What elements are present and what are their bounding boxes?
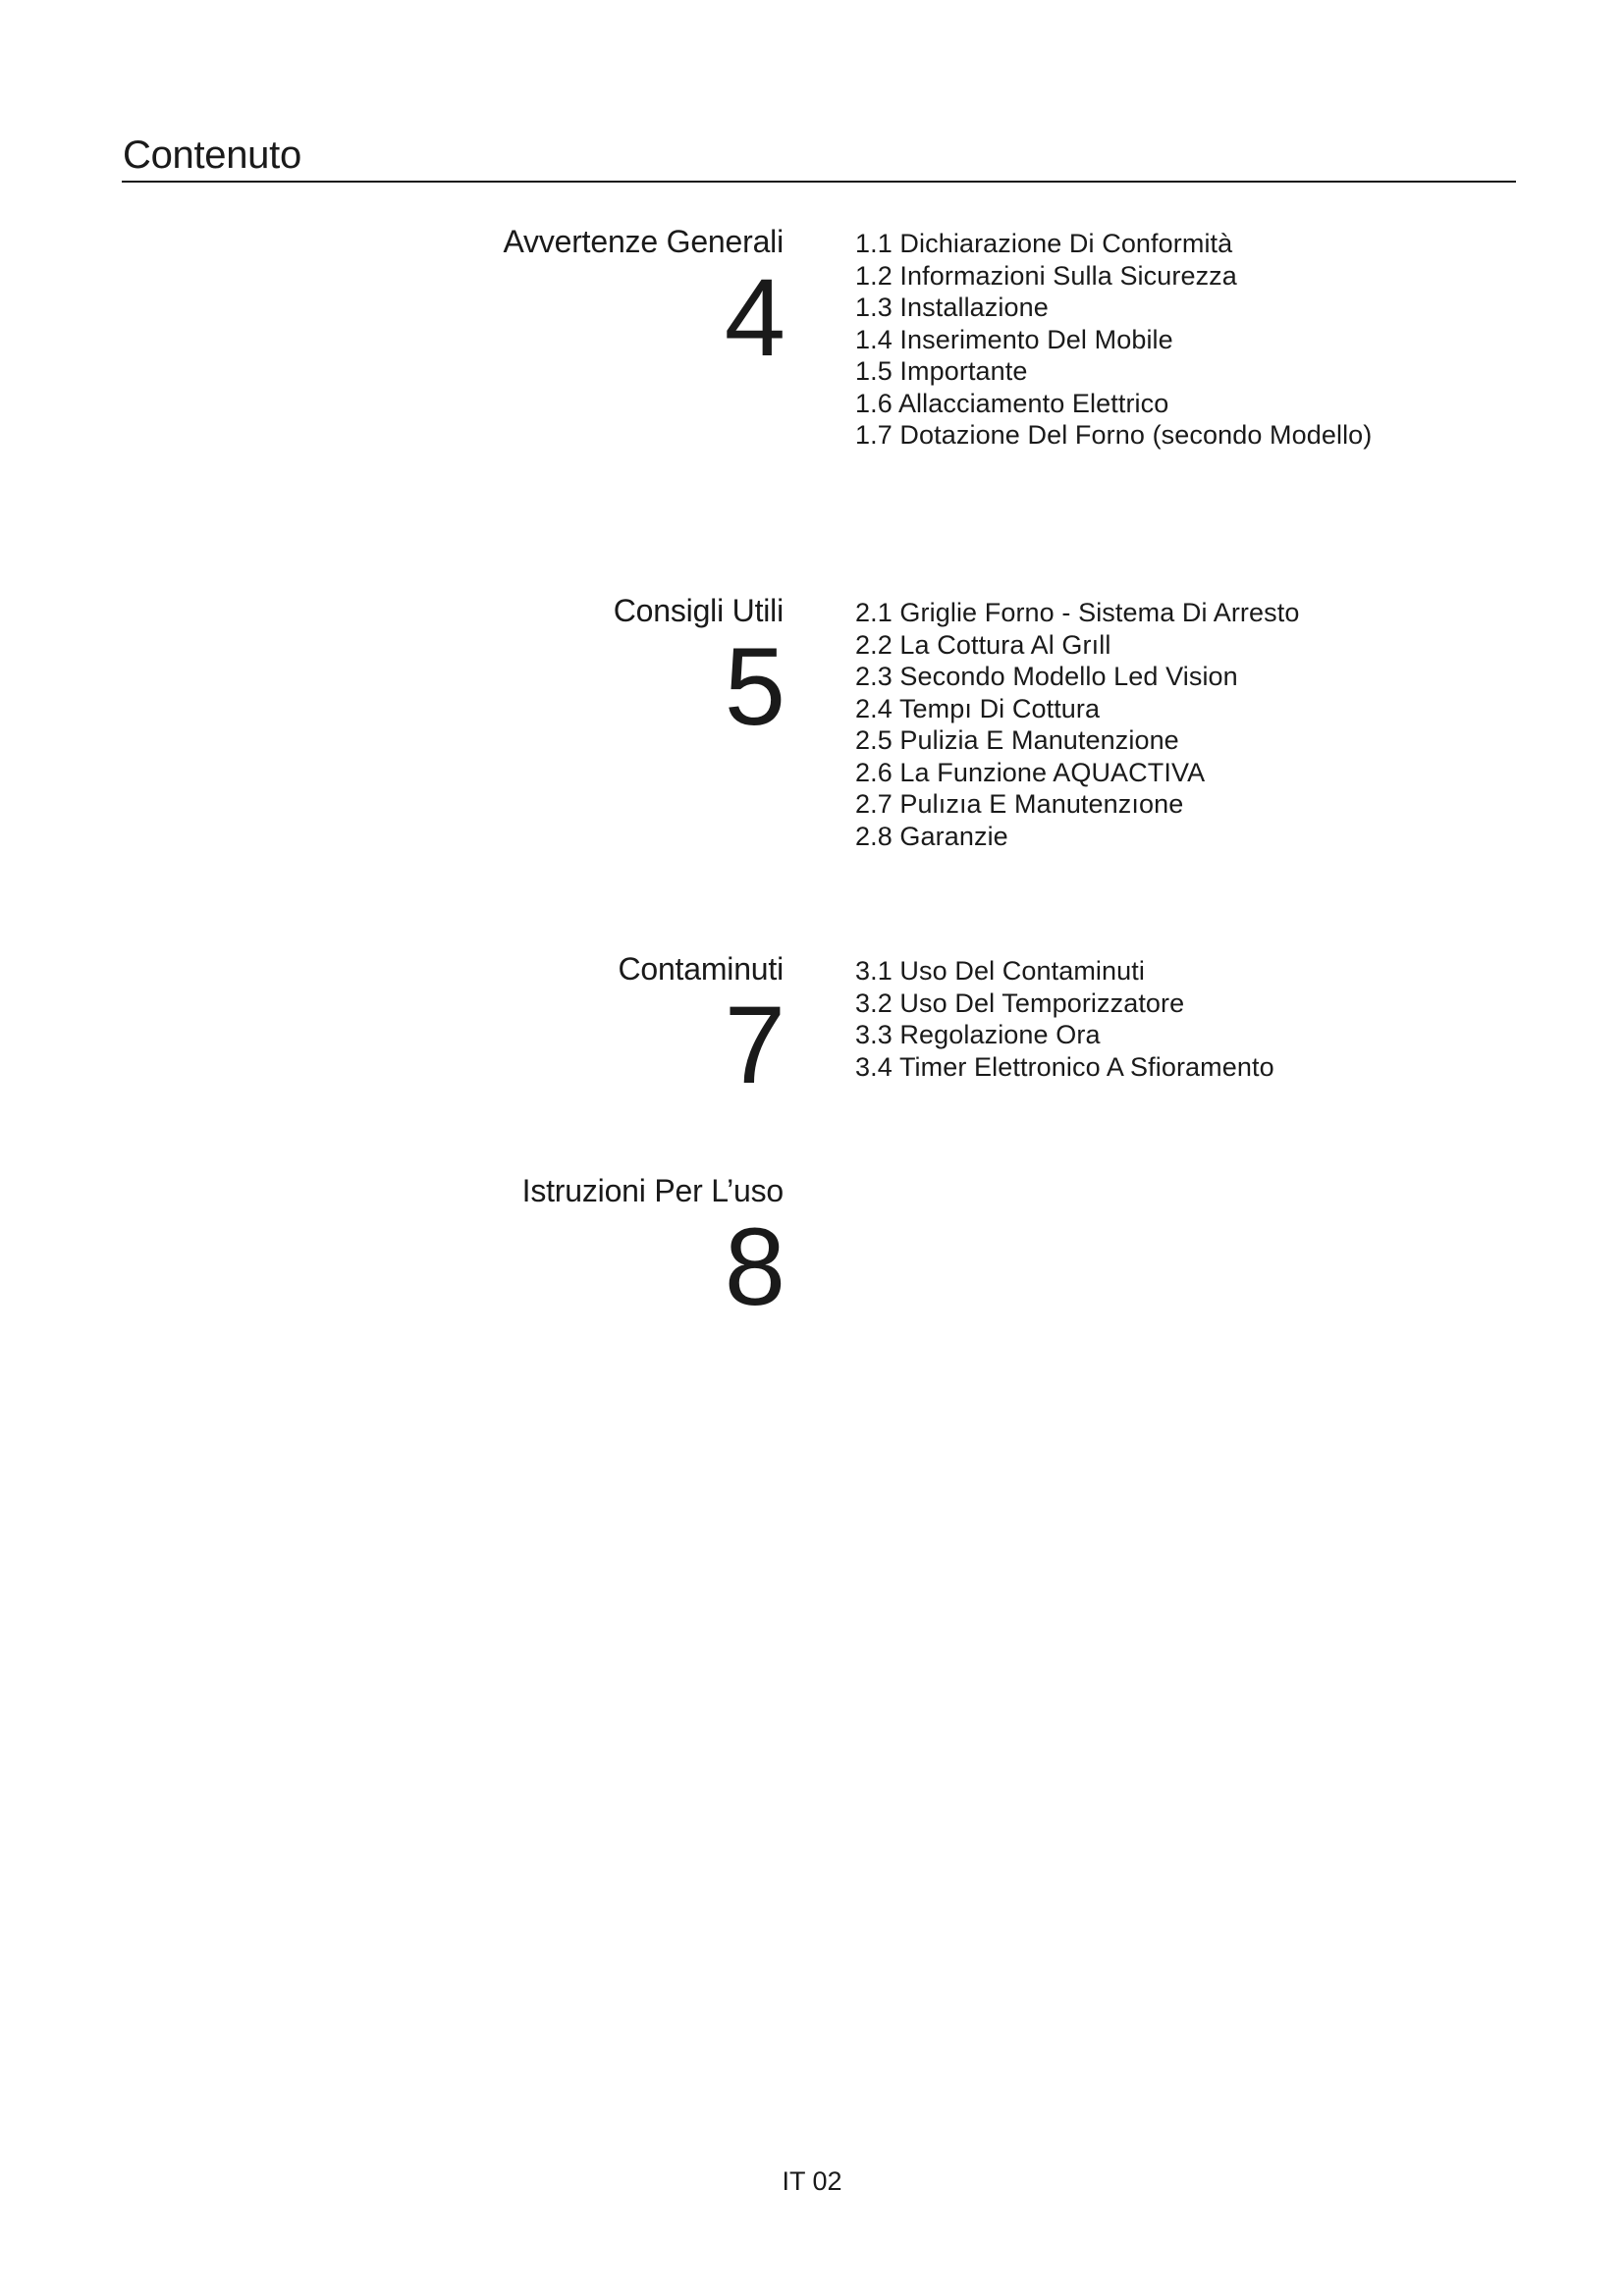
section-page-number: 4 [724, 256, 784, 379]
toc-item[interactable]: 1.3 Installazione [855, 293, 1049, 322]
section-heading [613, 593, 784, 748]
section-item-list [855, 228, 1372, 452]
toc-item[interactable]: 1.4 Inserimento Del Mobile [855, 324, 1173, 354]
toc-item[interactable]: 1.7 Dotazione Del Forno (secondo Modello) [855, 420, 1373, 450]
section-page-number: 7 [724, 984, 784, 1106]
toc-item[interactable]: 2.1 Griglie Forno - Sistema Di Arresto [855, 598, 1300, 627]
toc-item[interactable]: 1.5 Importante [855, 356, 1028, 386]
toc-item[interactable]: 1.1 Dichiarazione Di Conformità [855, 229, 1233, 258]
toc-item[interactable]: 1.6 Allacciamento Elettrico [855, 388, 1169, 418]
section-item-list [855, 597, 1299, 852]
toc-item[interactable]: 2.3 Secondo Modello Led Vision [855, 662, 1238, 691]
section-page-number: 5 [724, 625, 784, 748]
section-heading [521, 1173, 784, 1328]
toc-item[interactable]: 2.4 Tempı Di Cottura [855, 693, 1101, 723]
toc-item[interactable]: 2.8 Garanzie [855, 821, 1008, 851]
toc-item[interactable]: 2.5 Pulizia E Manutenzione [855, 725, 1179, 755]
toc-item[interactable]: 3.4 Timer Elettronico A Sfioramento [855, 1051, 1274, 1082]
section-heading [503, 224, 784, 379]
section-name: Istruzioni Per L’uso [521, 1173, 784, 1208]
toc-item[interactable]: 2.6 La Funzione AQUACTIVA [855, 757, 1206, 787]
title-divider [122, 181, 1516, 183]
section-page-number: 8 [724, 1205, 784, 1328]
page-footer: IT 02 [782, 2166, 842, 2196]
section-name: Avvertenze Generali [503, 224, 784, 259]
toc-item[interactable]: 2.2 La Cottura Al Grıll [855, 629, 1111, 660]
toc-item[interactable]: 3.1 Uso Del Contaminuti [855, 956, 1145, 986]
section-name: Contaminuti [618, 951, 784, 987]
toc-item[interactable]: 2.7 Pulızıa E Manutenzıone [855, 789, 1184, 819]
toc-item[interactable]: 3.2 Uso Del Temporizzatore [855, 988, 1185, 1018]
section-item-list [855, 955, 1274, 1083]
toc-item[interactable]: 1.2 Informazioni Sulla Sicurezza [855, 260, 1237, 291]
toc-item[interactable]: 3.3 Regolazione Ora [855, 1020, 1101, 1049]
section-name: Consigli Utili [613, 593, 784, 628]
section-heading [618, 951, 784, 1106]
page-title: Contenuto [123, 133, 301, 177]
